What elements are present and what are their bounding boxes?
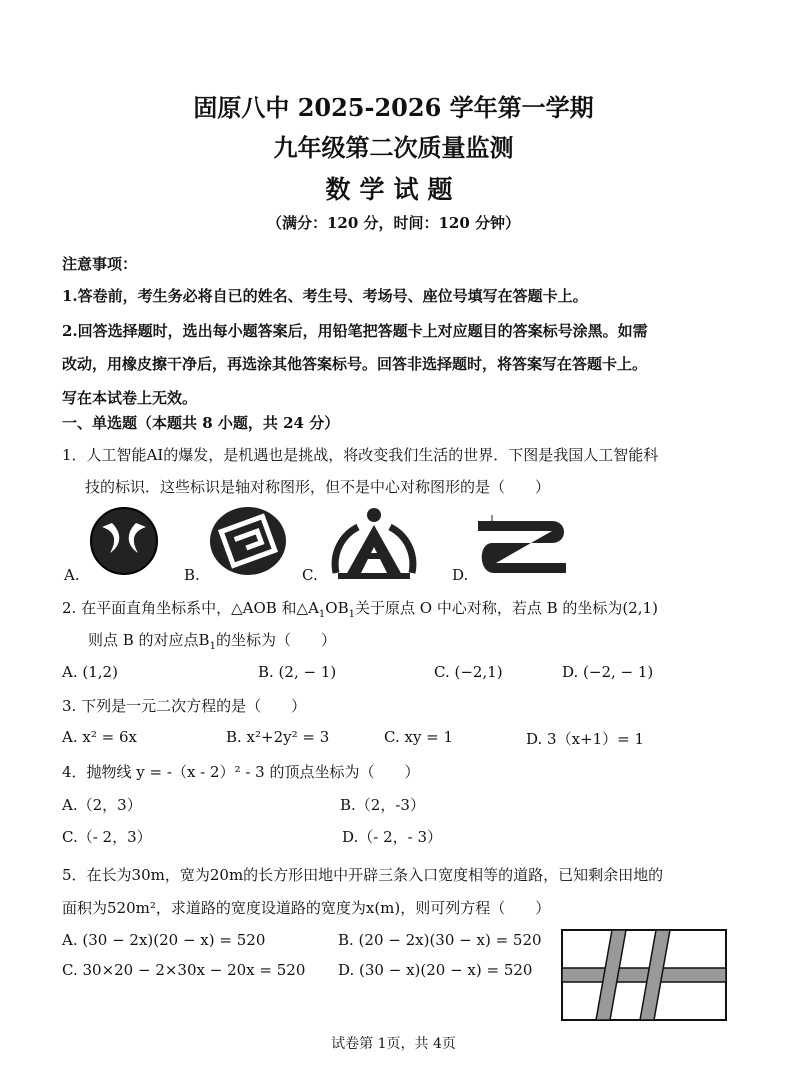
q4-option-b: B.（2，-3） — [340, 796, 425, 814]
notice-item-2b: 改动，用橡皮擦干净后，再选涂其他答案标号。回答非选择题时，将答案写在答题卡上。 — [62, 355, 648, 373]
exam-subject-title: 数学试题 — [325, 175, 462, 204]
field-roads-figure — [560, 928, 730, 1024]
page-footer: 试卷第 1页，共 4页 — [331, 1036, 456, 1052]
q3-option-d: D. 3（x+1）= 1 — [526, 730, 645, 748]
q4-option-d: D.（- 2，- 3） — [342, 828, 443, 846]
q2-option-b: B. (2, − 1) — [258, 663, 337, 681]
logo-a-icon — [88, 505, 160, 577]
q3-option-b: B. x²+2y² = 3 — [226, 728, 330, 746]
notice-title: 注意事项： — [62, 255, 138, 273]
q1-option-b: B. — [184, 566, 200, 584]
notice-item-2a: 2.回答选择题时，选出每小题答案后，用铅笔把答题卡上对应题目的答案标号涂黑。如需 — [62, 322, 648, 340]
exam-info: （满分：120 分，时间：120 分钟） — [266, 214, 521, 232]
q1-option-d: D. — [452, 566, 469, 584]
q5-stem-line2: 面积为520m²，求道路的宽度设道路的宽度为x(m)，则可列方程（ ） — [62, 899, 551, 917]
q2-option-c: C. (−2,1) — [434, 663, 503, 681]
q1-stem-line1: 1．人工智能AI的爆发，是机遇也是挑战，将改变我们生活的世界．下图是我国人工智能科 — [62, 446, 659, 464]
section-title: 一、单选题（本题共 8 小题，共 24 分） — [62, 414, 340, 432]
q1-option-c: C. — [302, 566, 318, 584]
notice-item-2c: 写在本试卷上无效。 — [62, 389, 198, 407]
logo-c-icon — [328, 503, 420, 581]
q3-option-a: A. x² = 6x — [62, 728, 137, 746]
logo-b-icon — [208, 505, 288, 577]
q5-option-d: D. (30 − x)(20 − x) = 520 — [338, 961, 533, 979]
q2-stem-line2: 则点 B 的对应点$B_1$的坐标为（ ） — [88, 631, 336, 652]
q2-option-d: D. (−2, − 1) — [562, 663, 654, 681]
q1-option-a: A. — [64, 566, 80, 584]
exam-grade-title: 九年级第二次质量监测 — [273, 133, 514, 162]
q2-stem-line1: 2. 在平面直角坐标系中，△AOB 和$\triangle A_1OB_1$关于原点 O 中心对称，若点 B 的坐标为(2,1) — [62, 599, 658, 620]
q5-option-b: B. (20 − 2x)(30 − x) = 520 — [338, 931, 542, 949]
q4-option-a: A.（2，3） — [62, 796, 142, 814]
logo-d-icon — [472, 515, 572, 579]
q5-stem-line1: 5．在长为30m，宽为20m的长方形田地中开辟三条入口宽度相等的道路，已知剩余田地的 — [62, 866, 664, 884]
q4-stem: 4．抛物线 y = -（x - 2）² - 3 的顶点坐标为（ ） — [62, 763, 420, 781]
q3-stem: 3. 下列是一元二次方程的是（ ） — [62, 697, 307, 715]
exam-school-title: 固原八中 2025-2026 学年第一学期 — [193, 93, 594, 122]
q4-option-c: C.（- 2，3） — [62, 828, 152, 846]
q1-stem-line2: 技的标识．这些标识是轴对称图形，但不是中心对称图形的是（ ） — [85, 478, 551, 496]
q5-option-c: C. 30×20 − 2×30x − 20x = 520 — [62, 961, 306, 979]
notice-item-1: 1.答卷前，考生务必将自已的姓名、考生号、考场号、座位号填写在答题卡上。 — [62, 287, 588, 305]
q2-option-a: A. (1,2) — [62, 663, 118, 681]
q3-option-c: C. xy = 1 — [384, 728, 454, 746]
q5-option-a: A. (30 − 2x)(20 − x) = 520 — [62, 931, 266, 949]
